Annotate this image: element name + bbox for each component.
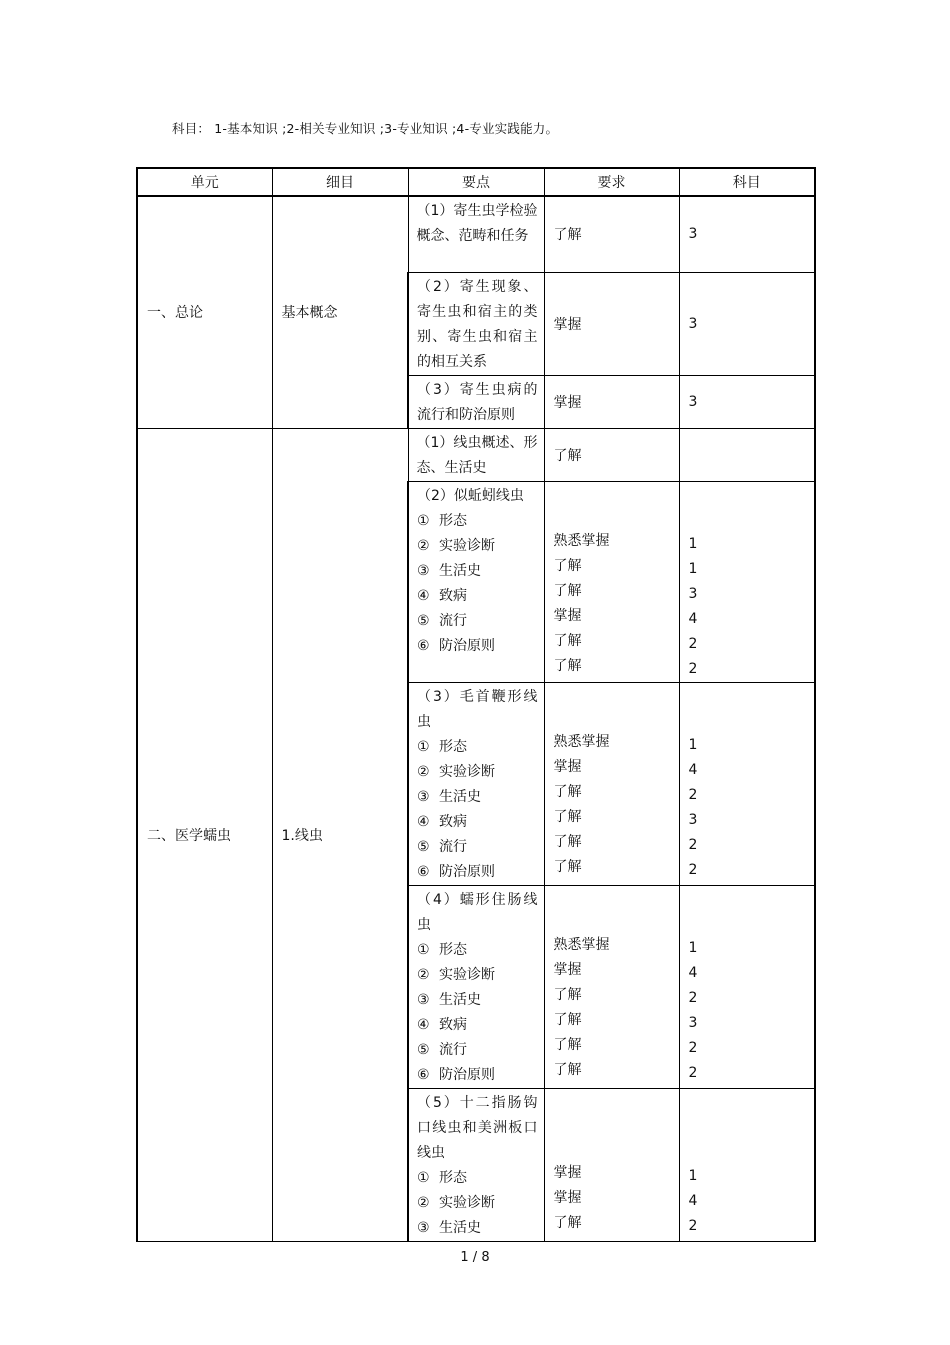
point-title: （2）寄生现象、寄生虫和宿主的类别、寄生虫和宿主的相互关系	[417, 278, 538, 370]
point-title: （3）寄生虫病的流行和防治原则	[417, 381, 538, 423]
detail-cell: 1.线虫	[272, 428, 408, 1241]
column-header-detail: 细目	[272, 168, 408, 196]
subjects-legend: 科目： 1-基本知识 ;2-相关专业知识 ;3-专业知识 ;4-专业实践能力。	[172, 121, 559, 136]
sub-item: ③ 生活史	[417, 562, 481, 579]
sub-item: ⑤ 流行	[417, 1041, 467, 1058]
detail-cell: 基本概念	[272, 196, 408, 428]
point-title: （1）寄生虫学检验概念、范畴和任务	[416, 203, 538, 244]
sub-item: ② 实验诊断	[417, 537, 495, 554]
sub-item: ① 形态	[417, 941, 467, 958]
column-header-subject: 科目	[679, 168, 815, 196]
sub-item: ③ 生活史	[417, 991, 481, 1008]
requirement-cell: 熟悉掌握 了解 了解 掌握 了解 了解	[544, 481, 679, 682]
sub-item: ② 实验诊断	[417, 966, 495, 983]
sub-item: ④ 致病	[417, 1016, 467, 1033]
sub-item: ⑥ 防治原则	[417, 863, 495, 880]
point-cell	[408, 1088, 544, 1241]
sub-item: ④ 致病	[417, 587, 467, 604]
requirement-cell: 熟悉掌握 掌握 了解 了解 了解 了解	[544, 885, 679, 1088]
point-cell	[408, 428, 544, 481]
table-header-row	[137, 168, 815, 196]
point-title: （4）蠕形住肠线虫	[417, 891, 538, 933]
sub-item: ⑤ 流行	[417, 838, 467, 855]
sub-item: ③ 生活史	[417, 1219, 481, 1236]
syllabus-table	[136, 167, 816, 1242]
requirement-cell: 掌握	[544, 375, 679, 428]
requirement-cell: 掌握 掌握 了解	[544, 1088, 679, 1241]
unit-cell: 一、总论	[137, 196, 272, 428]
point-title: （5）十二指肠钩口线虫和美洲板口线虫	[417, 1094, 538, 1161]
column-header-unit: 单元	[137, 168, 272, 196]
sub-item: ④ 致病	[417, 813, 467, 830]
sub-item: ③ 生活史	[417, 788, 481, 805]
subject-cell: 1 4 2 3 2 2	[679, 682, 815, 885]
sub-item: ② 实验诊断	[417, 763, 495, 780]
requirement-cell: 熟悉掌握 掌握 了解 了解 了解 了解	[544, 682, 679, 885]
column-header-requirement: 要求	[544, 168, 679, 196]
point-cell	[408, 272, 544, 375]
requirement-cell: 了解	[544, 428, 679, 481]
subject-cell	[679, 428, 815, 481]
subject-cell: 3	[679, 272, 815, 375]
sub-item: ⑥ 防治原则	[417, 637, 495, 654]
requirement-cell: 了解	[544, 196, 679, 272]
sub-item: ⑥ 防治原则	[417, 1066, 495, 1083]
unit-cell: 二、医学蠕虫	[137, 428, 272, 1241]
sub-item: ⑤ 流行	[417, 612, 467, 629]
subject-cell: 3	[679, 375, 815, 428]
subject-cell: 1 4 2 3 2 2	[679, 885, 815, 1088]
point-title: （3）毛首鞭形线虫	[417, 688, 538, 730]
table-row	[137, 428, 815, 481]
point-title: （1）线虫概述、形态、生活史	[416, 434, 538, 476]
sub-item: ② 实验诊断	[417, 1194, 495, 1211]
point-cell	[408, 481, 544, 682]
point-cell	[408, 682, 544, 885]
table-row	[137, 196, 815, 272]
point-title: （2）似蚯蚓线虫	[417, 487, 524, 504]
point-cell	[408, 885, 544, 1088]
subject-cell: 1 1 3 4 2 2	[679, 481, 815, 682]
sub-item: ① 形态	[417, 738, 467, 755]
sub-item: ① 形态	[417, 512, 467, 529]
point-cell	[408, 196, 544, 272]
column-header-point: 要点	[408, 168, 544, 196]
requirement-cell: 掌握	[544, 272, 679, 375]
sub-item: ① 形态	[417, 1169, 467, 1186]
point-cell	[408, 375, 544, 428]
subject-cell: 3	[679, 196, 815, 272]
page-number: 1 / 8	[460, 1250, 490, 1265]
subject-cell: 1 4 2	[679, 1088, 815, 1241]
